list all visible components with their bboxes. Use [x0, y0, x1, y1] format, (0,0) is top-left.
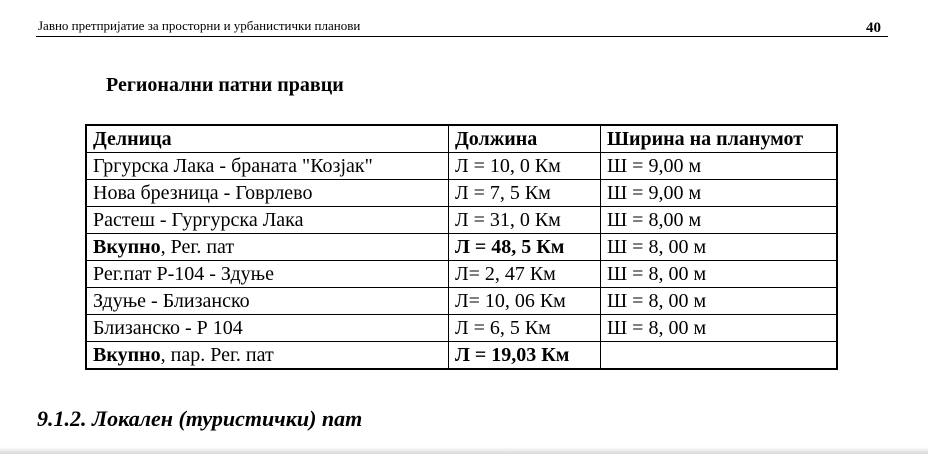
table-row [86, 261, 837, 288]
total-label-rest: , Рег. пат [160, 236, 235, 258]
table-header-row [86, 125, 837, 153]
column-header-length: Должина [449, 125, 601, 153]
total-label-rest: , пар. Рег. пат [160, 344, 274, 366]
road-width-cell: Ш = 9,00 м [601, 153, 838, 180]
page-number: 40 [866, 20, 881, 36]
road-width-cell: Ш = 8, 00 м [601, 261, 838, 288]
total-length-cell: Л = 19,03 Км [449, 342, 601, 370]
road-section-cell: Гргурска Лака - браната "Козјак" [86, 153, 449, 180]
empty-width-cell [601, 342, 838, 370]
road-section-cell: Здуње - Близанско [86, 288, 449, 315]
road-length-cell: Л = 7, 5 Км [449, 180, 601, 207]
road-length-cell: Л = 31, 0 Км [449, 207, 601, 234]
table-row [86, 288, 837, 315]
table-row [86, 180, 837, 207]
road-section-cell: Растеш - Гургурска Лака [86, 207, 449, 234]
total-label: Вкупно [93, 344, 161, 366]
total-section-cell [86, 234, 449, 261]
table-row [86, 315, 837, 342]
total-row [86, 234, 837, 261]
section-title: Регионални патни правци [106, 74, 344, 96]
road-width-cell: Ш = 8, 00 м [601, 288, 838, 315]
page-bottom-edge [0, 447, 928, 454]
subsection-heading: 9.1.2. Локален (туристички) пат [37, 406, 363, 431]
regional-roads-table [85, 124, 838, 370]
total-section-cell [86, 342, 449, 370]
document-header-title: Јавно претпријатие за просторни и урбанистички планови [38, 18, 361, 33]
table-row [86, 207, 837, 234]
total-label: Вкупно [93, 236, 161, 258]
column-header-width: Ширина на планумот [601, 125, 838, 153]
road-length-cell: Л= 10, 06 Км [449, 288, 601, 315]
road-length-cell: Л = 6, 5 Км [449, 315, 601, 342]
header-divider [36, 36, 888, 37]
road-section-cell: Нова брезница - Говрлево [86, 180, 449, 207]
road-section-cell: Рег.пат Р-104 - Здуње [86, 261, 449, 288]
road-width-cell: Ш = 8, 00 м [601, 315, 838, 342]
road-length-cell: Л= 2, 47 Км [449, 261, 601, 288]
road-width-cell: Ш = 9,00 м [601, 180, 838, 207]
road-section-cell: Близанско - Р 104 [86, 315, 449, 342]
total-length-cell: Л = 48, 5 Км [449, 234, 601, 261]
column-header-section: Делница [86, 125, 449, 153]
total-row [86, 342, 837, 370]
road-width-cell: Ш = 8,00 м [601, 207, 838, 234]
road-length-cell: Л = 10, 0 Км [449, 153, 601, 180]
road-width-cell: Ш = 8, 00 м [601, 234, 838, 261]
table-row [86, 153, 837, 180]
